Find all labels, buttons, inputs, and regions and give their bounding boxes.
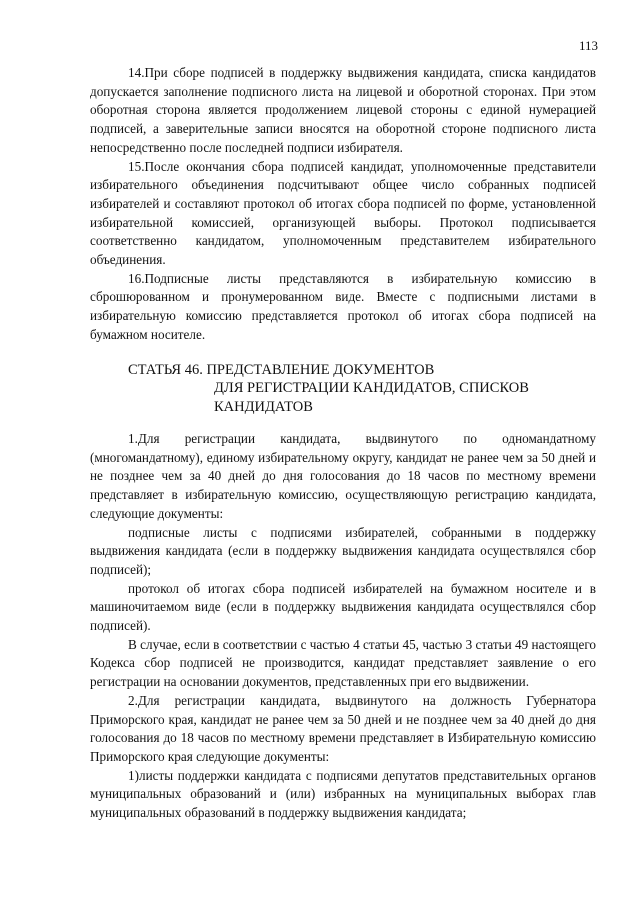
article-heading-line-1: СТАТЬЯ 46. ПРЕДСТАВЛЕНИЕ ДОКУМЕНТОВ (128, 361, 435, 378)
page-number: 113 (578, 38, 598, 53)
paragraph-16: 16.Подписные листы представляются в избирательную комиссию в сброшюрованном и пронумерованном виде. Вместе с подписными листами в избирательную комиссию представляется протокол об итогах сбора подписей на бумажном носителе. (90, 270, 596, 342)
paragraph-1: 1.Для регистрации кандидата, выдвинутого по одномандатному (многомандатному), единому избирательному округу, кандидат не ранее чем за 50 дней и не позднее чем за 40 дней до дня голосования до 18 часов по местному времени представляет в избирательную комиссию, осуществляющую регистрацию кандидата, следующие документы: (90, 431, 596, 521)
document-body (90, 64, 596, 823)
article-heading-line-2: ДЛЯ РЕГИСТРАЦИИ КАНДИДАТОВ, СПИСКОВ (214, 380, 529, 397)
paragraph-no-signatures-case: В случае, если в соответствии с частью 4 статьи 45, частью 3 статьи 49 настоящего Кодекса сбор подписей не производится, кандидат представляет заявление о его регистрации на основании документов, представленных при его выдвижении. (90, 636, 596, 690)
paragraph-signature-sheets: подписные листы с подписями избирателей, собранными в поддержку выдвижения кандидата (если в поддержку выдвижения кандидата осуществлялся сбор подписей); (90, 524, 596, 577)
paragraph-2: 2.Для регистрации кандидата, выдвинутого на должность Губернатора Приморского края, кандидат не ранее чем за 50 дней и не позднее чем за 40 дней до дня голосования до 18 часов по местному времени представляет в Избирательную комиссию Приморского края следующие документы: (90, 692, 596, 764)
paragraph-15: 15.После окончания сбора подписей кандидат, уполномоченные представители избирательного объединения подсчитывают общее число собранных подписей избирателей и составляют протокол об итогах сбора подписей по форме, установленной избирательной комиссией, организующей выборы. Протокол подписывается соответственно кандидатом, уполномоченным представителем избирательного объединения. (90, 158, 596, 268)
article-heading-line-3: КАНДИДАТОВ (214, 398, 313, 415)
paragraph-2-item-1: 1)листы поддержки кандидата с подписями депутатов представительных органов муниципальных образований и (или) избранных на муниципальных выборах глав муниципальных образований в поддержку выдвижения кандидата; (90, 767, 596, 821)
paragraph-14: 14.При сборе подписей в поддержку выдвижения кандидата, списка кандидатов допускается заполнение подписного листа на лицевой и оборотной сторонах. При этом оборотная сторона является продолжением лицевой стороны с единой нумерацией подписей, а заверительные записи вносятся на оборотной стороне подписного листа непосредственно после последней подписи избирателя. (90, 65, 596, 155)
paragraph-protocol: протокол об итогах сбора подписей избирателей на бумажном носителе и в машиночитаемом виде (если в поддержку выдвижения кандидата осуществлялся сбор подписей). (90, 580, 596, 634)
article-heading (128, 361, 596, 417)
